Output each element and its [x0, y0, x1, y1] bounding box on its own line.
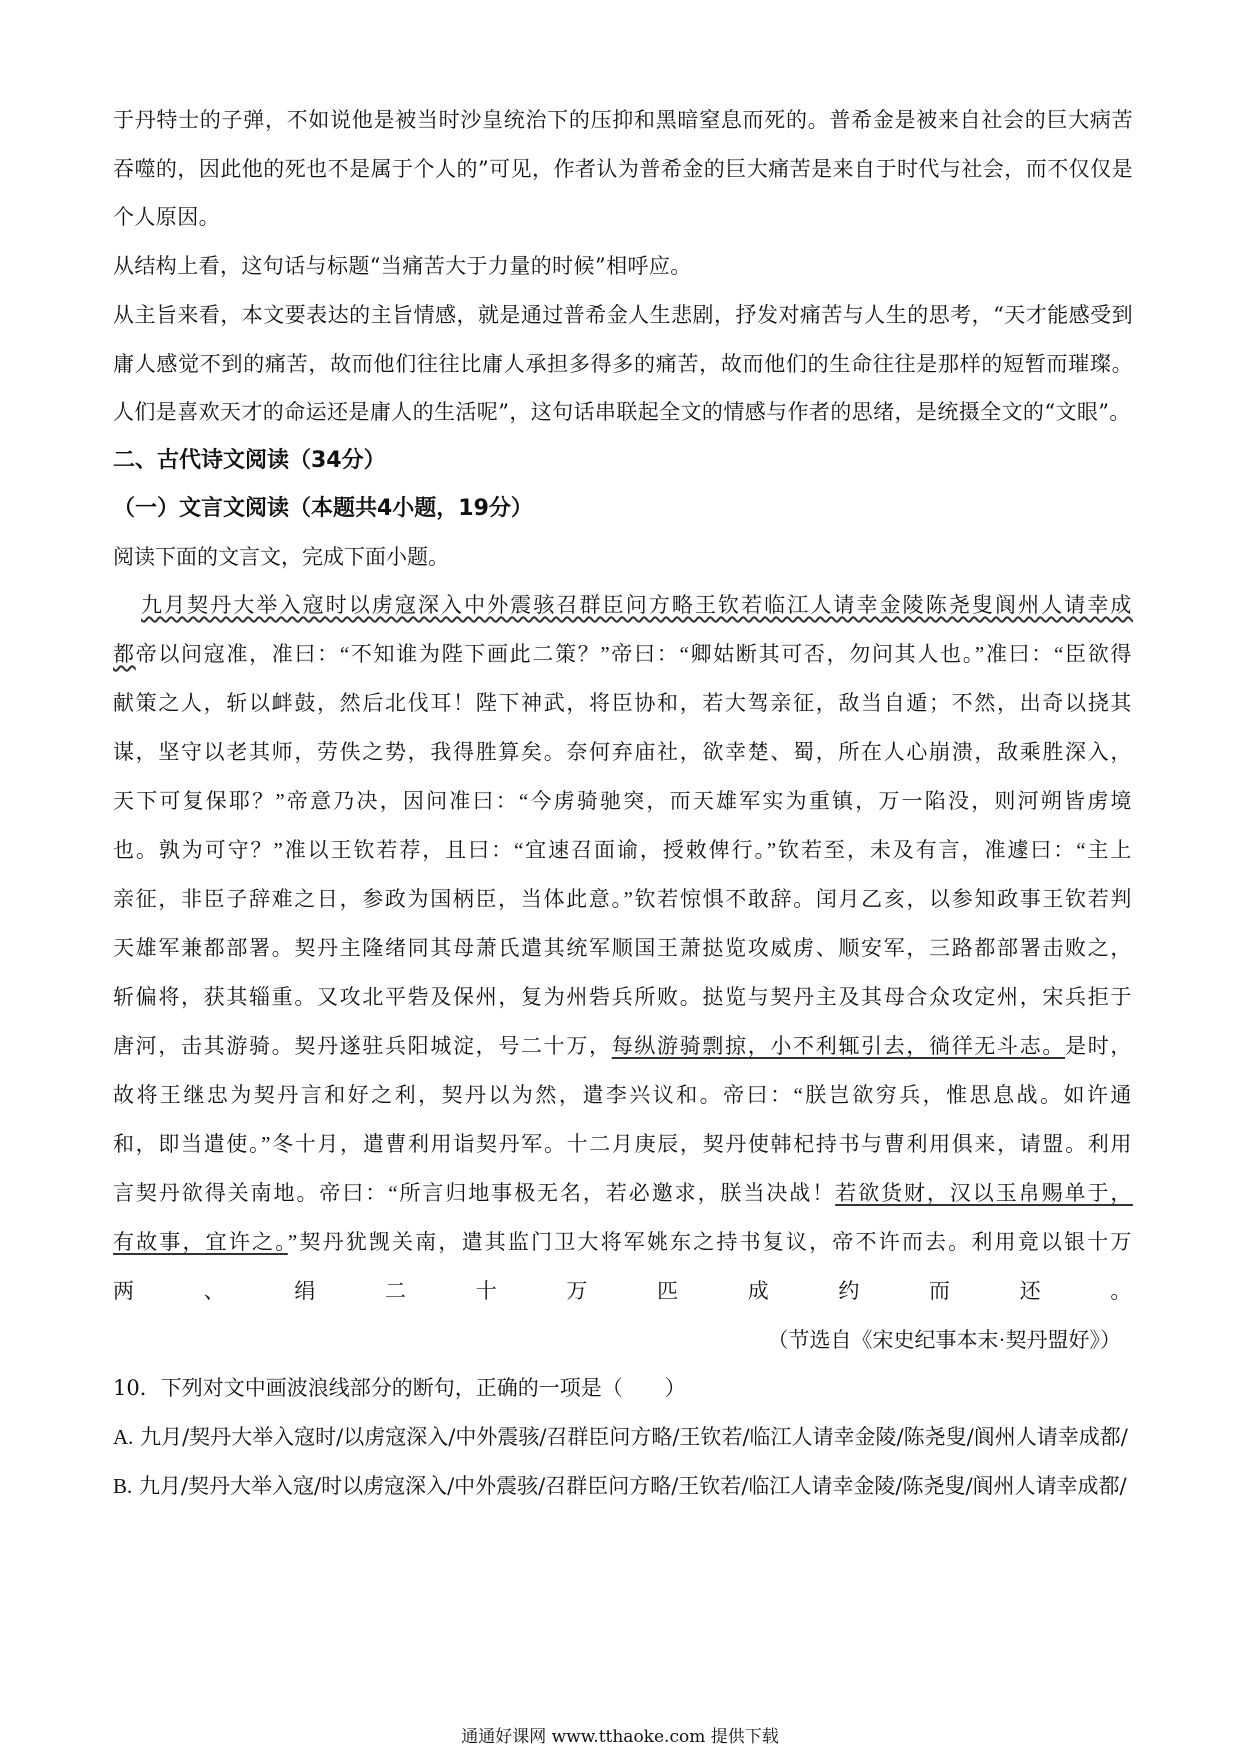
- passage-source: （节选自《宋史纪事本末·契丹盟好》）: [767, 1327, 1121, 1352]
- section-heading: 二、古代诗文阅读（34分）: [113, 447, 386, 473]
- option-b: [113, 1462, 1133, 1511]
- passage-text-3: ”契丹犹觊关南，遣其监门卫大将军姚东之持书复议，帝不许而去。利用竟以银十万两、绢二十万匹成约而还。: [113, 1229, 1133, 1303]
- analysis-paragraph-2: 从结构上看，这句话与标题“当痛苦大于力量的时候”相呼应。: [113, 254, 692, 279]
- wavy-underlined-text: 九月契丹大举入寇时以虏寇深入中外震骇召群臣问方略王钦若临江人请幸金陵陈尧叟阆州人请幸成都: [113, 592, 1133, 666]
- passage-text-1: 帝以问寇准，准曰：“不知谁为陛下画此二策？”帝曰：“卿姑断其可否，勿问其人也。”准曰：“臣欲得献策之人，斩以衅鼓，然后北伐耳！陛下神武，将臣协和，若大驾亲征，敌当自遁；不然，出奇以挠其谋，坚守以老其师，劳佚之势，我得胜算矣。奈何弃庙社，欲幸楚、蜀，所在人心崩溃，敌乘胜深入，天下可复保耶？”帝意乃决，因问准曰：“今虏骑驰突，而天雄军实为重镇，万一陷没，则河朔皆虏境也。孰为可守？”准以王钦若荐，且曰：“宜速召面谕，授敕俾行。”钦若至，未及有言，准遽曰：“主上亲征，非臣子辞难之日，参政为国柄臣，当体此意。”钦若惊惧不敢辞。闰月乙亥，以参知政事王钦若判天雄军兼都部署。契丹主隆绪同其母萧氏遣其统军顺国王萧挞览攻威虏、顺安军，三路都部署击败之，斩偏将，获其辎重。又攻北平砦及保州，复为州砦兵所败。挞览与契丹主及其母合众攻定州，宋兵拒于唐河，击其游骑。契丹遂驻兵阳城淀，号二十万，: [113, 641, 1133, 1058]
- section-subheading: （一）文言文阅读（本题共4小题，19分）: [113, 495, 533, 521]
- underlined-sentence-1: 每纵游骑剽掠，小不利辄引去，徜徉无斗志。: [611, 1033, 1066, 1058]
- option-a: [113, 1413, 1133, 1462]
- reading-instruction: 阅读下面的文言文，完成下面小题。: [113, 544, 449, 569]
- page-footer: 通通好课网 www.tthaoke.com 提供下载: [461, 1727, 779, 1747]
- option-a-text: 九月/契丹大举入寇时/以虏寇深入/中外震骇/召群臣问方略/王钦若/临江人请幸金陵/陈尧叟/阆州人请幸成都/: [140, 1424, 1128, 1449]
- document-page: [113, 96, 1133, 1511]
- analysis-paragraph-3: 从主旨来看，本文要表达的主旨情感，就是通过普希金人生悲剧，抒发对痛苦与人生的思考，“天才能感受到庸人感觉不到的痛苦，故而他们往往比庸人承担多得多的痛苦，故而他们的生命往往是那样的短暂而璀璨。人们是喜欢天才的命运还是庸人的生活呢”，这句话串联起全文的情感与作者的思绪，是统摄全文的“文眼”。: [113, 302, 1133, 425]
- option-b-letter: B.: [113, 1473, 133, 1498]
- classical-passage: [113, 581, 1133, 1316]
- option-a-letter: A.: [113, 1424, 134, 1449]
- option-b-text: 九月/契丹大举入寇/时以虏寇深入/中外震骇/召群臣问方略/王钦若/临江人请幸金陵/陈尧叟/阆州人请幸成都/: [138, 1473, 1127, 1498]
- analysis-paragraph-1: 于丹特士的子弹，不如说他是被当时沙皇统治下的压抑和黑暗窒息而死的。普希金是被来自社会的巨大病苦吞噬的，因此他的死也不是属于个人的”可见，作者认为普希金的巨大痛苦是来自于时代与社会，而不仅仅是个人原因。: [113, 108, 1133, 230]
- question-stem: 10．下列对文中画波浪线部分的断句，正确的一项是（ ）: [113, 1375, 686, 1400]
- underlined-sentence-2: 若欲货财，汉以玉帛赐单于，有故事，宜许之。: [113, 1180, 1133, 1254]
- passage-text-2: 是时，故将王继忠为契丹言和好之利，契丹以为然，遣李兴议和。帝曰：“朕岂欲穷兵，惟思息战。如许通和，即当遣使。”冬十月，遣曹利用诣契丹军。十二月庚辰，契丹使韩杞持书与曹利用俱来，请盟。利用言契丹欲得关南地。帝曰：“所言归地事极无名，若必邀求，朕当决战！: [113, 1033, 1133, 1205]
